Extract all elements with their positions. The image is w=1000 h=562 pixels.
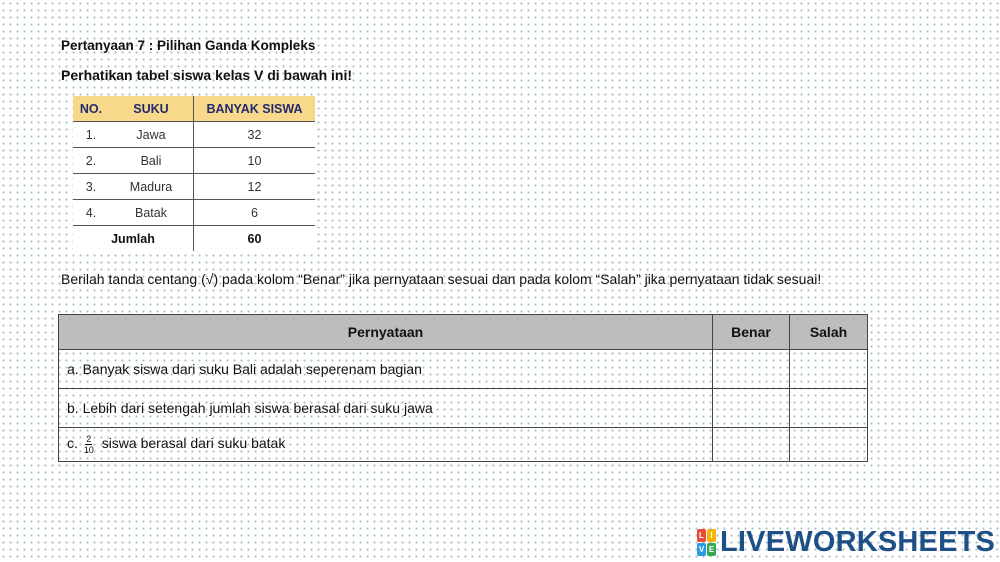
- table-row: [73, 200, 315, 226]
- salah-checkbox-cell[interactable]: [790, 428, 868, 462]
- benar-checkbox-cell[interactable]: [713, 350, 790, 389]
- header-pernyataan: Pernyataan: [59, 315, 713, 350]
- logo-letter: L: [697, 529, 706, 542]
- salah-checkbox-cell[interactable]: [790, 389, 868, 428]
- row-jumlah: 6: [194, 200, 316, 226]
- statement-text: siswa berasal dari suku batak: [101, 435, 286, 452]
- row-jumlah: 12: [194, 174, 316, 200]
- benar-checkbox-cell[interactable]: [713, 389, 790, 428]
- table-row: [73, 122, 315, 148]
- fraction-numerator: 2: [86, 434, 92, 444]
- statement-row: [59, 389, 868, 428]
- liveworksheets-logo: [697, 527, 995, 557]
- statement-row: [59, 350, 868, 389]
- row-suku: Madura: [109, 174, 194, 200]
- logo-letter: I: [707, 529, 716, 542]
- row-suku: Bali: [109, 148, 194, 174]
- statement-text: b. Lebih dari setengah jumlah siswa berasal dari suku jawa: [59, 389, 713, 428]
- header-benar: Benar: [713, 315, 790, 350]
- salah-checkbox-cell[interactable]: [790, 350, 868, 389]
- statement-prefix: c.: [67, 435, 78, 452]
- statement-with-fraction: [59, 428, 713, 462]
- header-salah: Salah: [790, 315, 868, 350]
- row-no: 1.: [73, 122, 109, 148]
- logo-text: LIVEWORKSHEETS: [720, 525, 996, 558]
- question-intro: Perhatikan tabel siswa kelas V di bawah ini!: [61, 67, 352, 83]
- total-value: 60: [247, 231, 262, 246]
- row-no: 4.: [73, 200, 109, 226]
- row-suku: Batak: [109, 200, 194, 226]
- logo-letter: V: [698, 544, 705, 554]
- header-suku: SUKU: [109, 96, 194, 122]
- question-title: Pertanyaan 7 : Pilihan Ganda Kompleks: [61, 38, 316, 53]
- answer-header-row: [59, 315, 868, 350]
- student-data-table: [73, 96, 315, 251]
- statement-row: [59, 428, 868, 462]
- row-suku: Jawa: [109, 122, 194, 148]
- logo-letter: E: [708, 544, 715, 554]
- row-no: 3.: [73, 174, 109, 200]
- total-label: Jumlah: [73, 226, 194, 252]
- instruction-text: Berilah tanda centang (√) pada kolom “Benar” jika pernyataan sesuai dan pada kolom “Salah” jika pernyataan tidak sesuai!: [61, 271, 822, 287]
- table-total-row: [73, 226, 315, 252]
- row-no: 2.: [73, 148, 109, 174]
- benar-checkbox-cell[interactable]: [713, 428, 790, 462]
- fraction-denominator: 10: [83, 445, 94, 455]
- logo-mark-icon: [697, 529, 716, 556]
- fraction: [84, 434, 94, 455]
- header-no: NO.: [73, 96, 109, 122]
- statement-answer-table: [58, 314, 868, 462]
- header-banyak-siswa: BANYAK SISWA: [194, 96, 316, 122]
- statement-text: a. Banyak siswa dari suku Bali adalah seperenam bagian: [59, 350, 713, 389]
- table-header-row: [73, 96, 315, 122]
- table-row: [73, 174, 315, 200]
- row-jumlah: 10: [194, 148, 316, 174]
- row-jumlah: 32: [194, 122, 316, 148]
- table-row: [73, 148, 315, 174]
